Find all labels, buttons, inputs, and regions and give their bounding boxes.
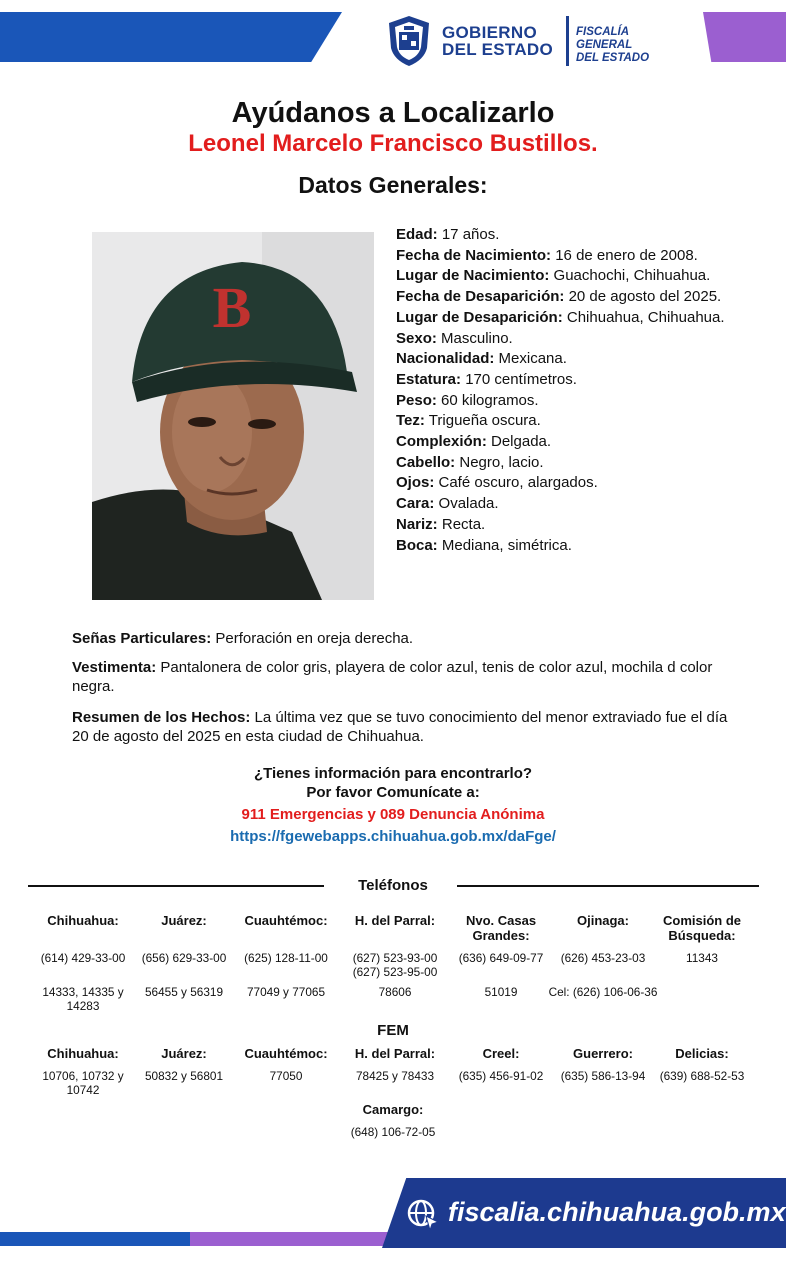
phone-city: Nvo. Casas Grandes: <box>465 913 537 943</box>
phone-column <box>28 913 138 1013</box>
senas-particulares: Señas Particulares: Perforación en oreja derecha. <box>72 630 414 647</box>
footer-website-link[interactable]: fiscalia.chihuahua.gob.mx <box>448 1197 786 1227</box>
fem-column <box>548 1046 658 1083</box>
phone-column <box>548 913 658 999</box>
general-details <box>396 225 726 556</box>
government-wordmark: GOBIERNO DEL ESTADO <box>442 23 553 59</box>
fiscalia-wordmark: FISCALÍA GENERAL DEL ESTADO <box>576 26 650 64</box>
fem-title: FEM <box>377 1022 409 1039</box>
page-title: Ayúdanos a Localizarlo <box>231 97 555 129</box>
phone-extension: 56455 y 56319 <box>144 985 224 999</box>
fem-camargo: Camargo: (648) 106-72-05 <box>350 1102 436 1139</box>
fem-number: (639) 688-52-53 <box>659 1069 745 1083</box>
fem-column <box>340 1046 450 1083</box>
globe-cursor-icon <box>406 1198 440 1232</box>
phone-column <box>231 913 341 999</box>
detail-row: Nariz: Recta. <box>396 515 486 533</box>
emergency-numbers: 911 Emergencias y 089 Denuncia Anónima <box>241 806 545 823</box>
phone-column <box>446 913 556 999</box>
detail-row: Cabello: Negro, lacio. <box>396 453 544 471</box>
logo-divider <box>566 16 569 66</box>
resumen-hechos: Resumen de los Hechos: La última vez que se tuvo conocimiento del menor extraviado fue el día 20 de agosto del 2025 en esta ciudad de Chihuahua. <box>72 709 728 745</box>
missing-person-name: Leonel Marcelo Francisco Bustillos. <box>188 130 598 157</box>
header-blue-band <box>0 12 342 62</box>
phone-extension: 77049 y 77065 <box>246 985 326 999</box>
svg-text:B: B <box>212 275 252 340</box>
fem-city: Cuauhtémoc: <box>244 1046 328 1061</box>
telefonos-title: Teléfonos <box>358 877 428 894</box>
missing-person-photo <box>92 232 374 600</box>
fem-city: Creel: <box>482 1046 520 1061</box>
fem-number: 10706, 10732 y 10742 <box>42 1069 124 1097</box>
phone-city: Chihuahua: <box>47 913 119 928</box>
detail-row: Complexión: Delgada. <box>396 433 552 451</box>
fem-number: 78425 y 78433 <box>355 1069 435 1083</box>
header-purple-band <box>703 12 786 62</box>
detail-row: Edad: 17 años. <box>396 226 500 243</box>
phone-number: (636) 649-09-77 <box>458 951 544 965</box>
detail-row: Cara: Ovalada. <box>396 495 499 513</box>
phone-city: Ojinaga: <box>576 913 629 928</box>
fem-number: 50832 y 56801 <box>144 1069 224 1083</box>
phone-city: Cuauhtémoc: <box>244 913 328 928</box>
fem-number: 77050 <box>269 1069 303 1083</box>
section-title: Datos Generales: <box>298 172 488 198</box>
detail-row: Lugar de Nacimiento: Guachochi, Chihuahua. <box>396 267 711 285</box>
detail-row: Nacionalidad: Mexicana. <box>396 350 567 368</box>
government-logo <box>386 14 672 68</box>
detail-row: Ojos: Café oscuro, alargados. <box>396 474 598 492</box>
fem-city: Chihuahua: <box>47 1046 119 1061</box>
phone-extension: Cel: (626) 106-06-36 <box>548 985 658 999</box>
fem-city: Juárez: <box>161 1046 207 1061</box>
fem-number: (635) 456-91-02 <box>458 1069 544 1083</box>
fem-column <box>28 1046 138 1097</box>
phone-city: H. del Parral: <box>354 913 436 928</box>
contact-question: ¿Tienes información para encontrarlo? <box>253 765 533 782</box>
phone-extension: 14333, 14335 y 14283 <box>42 985 124 1013</box>
fem-city: Delicias: <box>675 1046 729 1061</box>
detail-row: Estatura: 170 centímetros. <box>396 370 577 388</box>
detail-row: Tez: Trigueña oscura. <box>396 412 541 430</box>
phone-number: 11343 <box>686 951 718 965</box>
phone-column <box>129 913 239 999</box>
phone-number: (656) 629-33-00 <box>141 951 227 965</box>
phone-number: (626) 453-23-03 <box>560 951 646 965</box>
vestimenta: Vestimenta: Pantalonera de color gris, playera de color azul, tenis de color azul, mochila d color negra. <box>72 659 713 695</box>
fem-column <box>231 1046 341 1083</box>
report-url-link[interactable]: https://fgewebapps.chihuahua.gob.mx/daFge/ <box>230 828 556 845</box>
phone-extension: 78606 <box>378 985 412 999</box>
state-seal-icon <box>386 14 432 68</box>
fem-column <box>647 1046 757 1083</box>
detail-row: Lugar de Desaparición: Chihuahua, Chihuahua. <box>396 308 725 326</box>
detail-row: Fecha de Desaparición: 20 de agosto del 2025. <box>396 288 722 306</box>
phone-city: Juárez: <box>161 913 207 928</box>
phone-extension: 51019 <box>484 985 518 999</box>
detail-row: Sexo: Masculino. <box>396 329 513 347</box>
fem-city: H. del Parral: <box>354 1046 436 1061</box>
fem-number: (635) 586-13-94 <box>560 1069 646 1083</box>
phone-number: (625) 128-11-00 <box>244 951 328 965</box>
phone-city: Comisión de Búsqueda: <box>662 913 741 943</box>
phone-column <box>340 913 450 999</box>
phone-column <box>647 913 757 985</box>
detail-row: Boca: Mediana, simétrica. <box>396 536 572 554</box>
detail-row: Fecha de Nacimiento: 16 de enero de 2008. <box>396 246 698 264</box>
fem-column <box>129 1046 239 1083</box>
fem-column <box>446 1046 556 1083</box>
contact-ask: Por favor Comunícate a: <box>306 784 480 801</box>
phone-number: (627) 523-93-00 (627) 523-95-00 <box>352 951 438 979</box>
detail-row: Peso: 60 kilogramos. <box>396 391 539 409</box>
fem-city: Guerrero: <box>573 1046 633 1061</box>
phone-number: (614) 429-33-00 <box>40 951 126 965</box>
